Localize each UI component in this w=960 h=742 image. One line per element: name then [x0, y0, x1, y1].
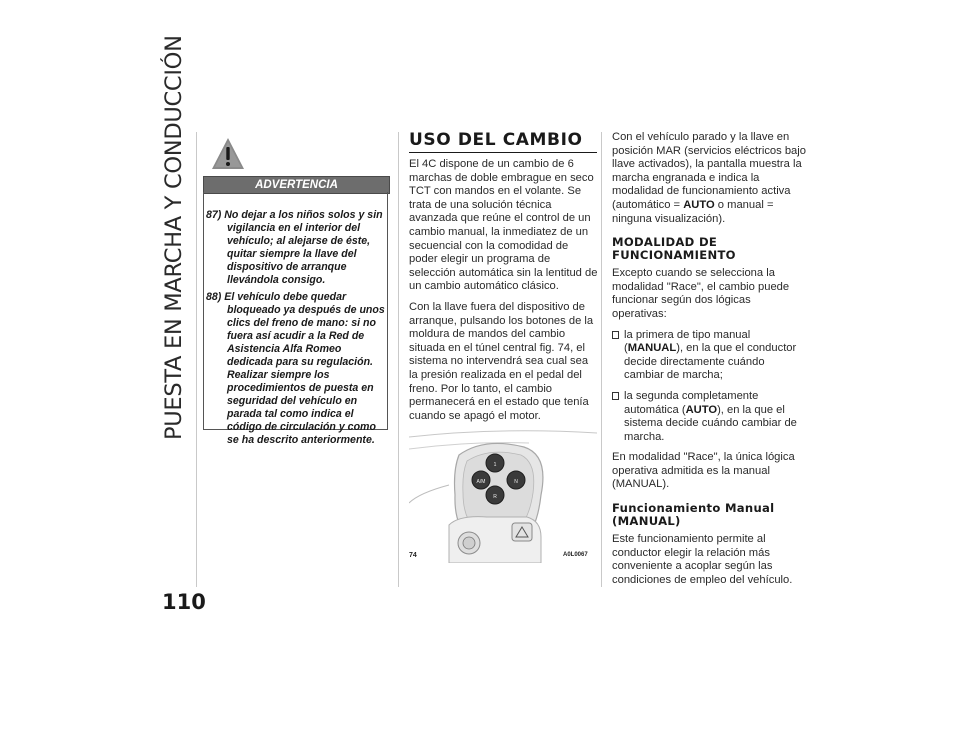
subheading: Funcionamiento Manual (MANUAL) [612, 501, 775, 528]
button-label: 1 [493, 462, 497, 468]
paragraph: El 4C dispone de un cambio de 6 marchas de doble embrague en seco TCT con mandos en el volante. Se trata de una solución técnica avanzada que reúne el control de un cambio manual, la inmediatez de un secuencial con la comodidad de poder elegir un programa de selección automática sin la lentitud de un cambio automático clásico. [409, 158, 598, 293]
middle-column [409, 158, 599, 430]
warning-header: ADVERTENCIA [203, 176, 390, 194]
paragraph: Excepto cuando se selecciona la modalidad "Race", el cambio puede funcionar según dos lógicas operativas: [612, 267, 790, 320]
warning-triangle-icon [210, 136, 246, 172]
subheading: MODALIDAD DE FUNCIONAMIENTO [612, 235, 736, 262]
paragraph: Este funcionamiento permite al conductor elegir la relación más conveniente a acoplar según las condiciones de empleo del vehículo. [612, 533, 793, 586]
figure-number: 74 [409, 552, 417, 559]
gear-button [472, 471, 490, 489]
warning-item: 88) El vehículo debe quedar bloqueado ya después de unos clics del freno de mano: si no fuera así acudir a la Red de Asistencia Alfa Romeo dedicada para su regulación. Realizar siempre los procedimientos de puesta en seguridad del vehículo en parada tal como indica el código de circulación y como se ha descrito anteriormente. [206, 291, 385, 446]
column-divider [398, 132, 399, 587]
button-label: N [514, 479, 518, 485]
gear-button [486, 454, 504, 472]
button-label: A/M [476, 479, 486, 485]
checkbox-bullet-icon [612, 331, 619, 339]
gear-button [486, 486, 504, 504]
checkbox-bullet-icon [612, 392, 619, 400]
right-column [612, 131, 807, 594]
list-item: la primera de tipo manual (MANUAL), en la que el conductor decide directamente cuándo cambiar de marcha; [612, 329, 807, 383]
paragraph: En modalidad "Race", la única lógica operativa admitida es la manual (MANUAL). [612, 451, 795, 491]
page-number: 110 [162, 590, 206, 614]
button-label: R [493, 494, 497, 500]
paragraph: Con la llave fuera del dispositivo de arranque, pulsando los botones de la moldura de mandos del cambio situada en el túnel central fig. 74, el sistema no intervendrá sea cual sea la presión realizada en el pedal del freno. Por lo tanto, el cambio permanecerá en el estado que tenía cuando se apagó el motor. [409, 300, 594, 422]
column-divider [196, 132, 197, 587]
warning-list [206, 209, 388, 451]
list-item: la segunda completamente automática (AUTO), en la que el sistema decide cuándo cambiar de marcha. [612, 390, 807, 444]
figure-code: A0L0067 [563, 552, 588, 558]
paragraph: Con el vehículo parado y la llave en posición MAR (servicios eléctricos bajo llave activados), la pantalla muestra la marcha engranada e indica la modalidad de funcionamiento activa (automático = AUTO o manual = ninguna visualización). [612, 131, 806, 225]
warning-item: 87) No dejar a los niños solos y sin vigilancia en el interior del vehículo; al alejarse de éste, quitar siempre la llave del dispositivo de arranque llevándola consigo. [206, 209, 383, 286]
column-divider [601, 132, 602, 587]
gear-button [507, 471, 525, 489]
gear-selector-figure [409, 425, 597, 563]
section-title: USO DEL CAMBIO [409, 130, 597, 153]
chapter-title: PUESTA EN MARCHA Y CONDUCCIÓN [161, 35, 187, 440]
